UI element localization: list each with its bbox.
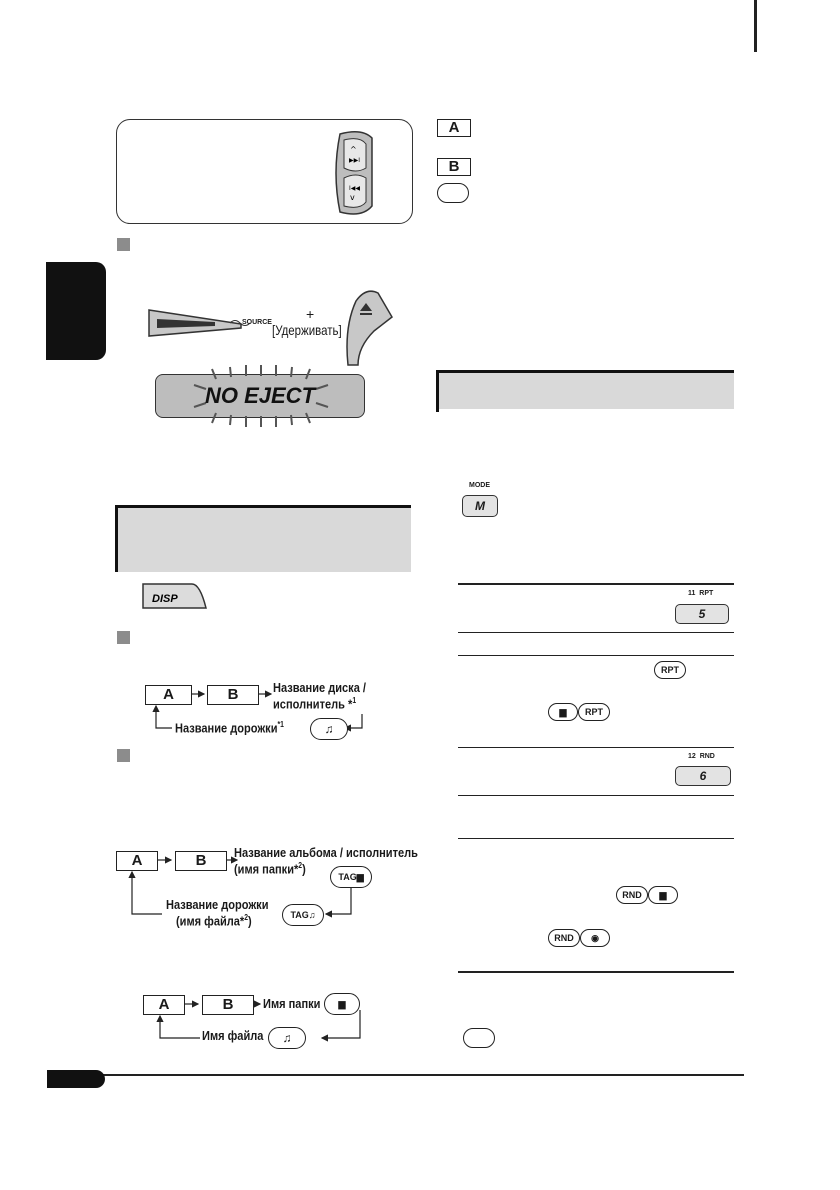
mp3-box-a: A xyxy=(116,851,158,871)
table-rule-6 xyxy=(458,838,734,839)
source-label: SOURCE xyxy=(242,319,272,326)
rnd-chip-2: RND xyxy=(548,929,580,947)
wma-file: Имя файла xyxy=(202,1028,264,1043)
hold-label: [Удерживать] xyxy=(272,322,342,338)
step-marker-1 xyxy=(117,238,130,251)
rpt-chip: RPT xyxy=(654,661,686,679)
mp3-file-name: (имя файла*$^2$) xyxy=(176,913,252,929)
page-number-tab xyxy=(47,1070,105,1088)
language-tab xyxy=(46,262,106,360)
steering-box xyxy=(116,119,413,224)
cd-track-oval: ♫ xyxy=(310,718,348,740)
rpt-num: 11 RPT xyxy=(688,590,714,597)
wma-box-b: B xyxy=(202,995,254,1015)
table-rule-4 xyxy=(458,747,734,748)
table-rule-bottom xyxy=(458,971,734,973)
plus-sign: + xyxy=(306,306,315,322)
legend-oval xyxy=(437,183,469,203)
table-rule-2 xyxy=(458,632,734,633)
svg-text:^: ^ xyxy=(350,145,357,154)
cd-track-title: Название дорожки$^{*1}$ xyxy=(175,720,284,736)
rnd-chip: RND xyxy=(616,886,648,904)
svg-text:I◀◀: I◀◀ xyxy=(349,185,360,192)
mode-label: MODE xyxy=(469,482,490,489)
step-marker-3 xyxy=(117,749,130,762)
eject-button-icon xyxy=(338,287,398,367)
folder-chip-2: ▆ xyxy=(648,886,678,904)
left-section-header xyxy=(115,505,411,572)
svg-text:▶▶I: ▶▶I xyxy=(349,157,360,164)
mp3-tag-track-oval: TAG♫ xyxy=(282,904,324,926)
bottom-rule xyxy=(47,1074,744,1076)
disc-chip: ◉ xyxy=(580,929,610,947)
steering-remote-icon xyxy=(322,128,382,218)
wma-box-a: A xyxy=(143,995,185,1015)
key-5-button[interactable]: 5 xyxy=(675,604,729,624)
display-text: NO EJECT xyxy=(204,383,316,408)
wma-flow-arrows xyxy=(140,990,380,1050)
no-eject-display xyxy=(155,374,365,418)
wma-file-oval: ♫ xyxy=(268,1027,306,1049)
cd-flow-arrows xyxy=(140,680,400,750)
legend-b: B xyxy=(437,158,471,176)
legend-a: A xyxy=(437,119,471,137)
cd-disc-title: Название диска / xyxy=(273,680,367,695)
table-rule-top xyxy=(458,583,734,585)
right-section-header xyxy=(436,370,734,409)
svg-text:v: v xyxy=(350,193,355,202)
cd-box-a: A xyxy=(145,685,192,705)
top-right-rule xyxy=(754,0,757,52)
mp3-box-b: B xyxy=(175,851,227,871)
mode-button[interactable]: M xyxy=(462,495,498,517)
table-rule-5 xyxy=(458,795,734,796)
mp3-flow-arrows xyxy=(110,840,410,930)
key-6-button[interactable]: 6 xyxy=(675,766,731,786)
footer-oval xyxy=(463,1028,495,1048)
folder-chip: ▆ xyxy=(548,703,578,721)
mp3-tag-folder-oval: TAG▆ xyxy=(330,866,372,888)
disp-button[interactable] xyxy=(140,582,210,610)
wma-folder-oval: ▆ xyxy=(324,993,360,1015)
mp3-album: Название альбома / исполнитель xyxy=(234,845,418,860)
rpt-chip-2: RPT xyxy=(578,703,610,721)
disp-label: DISP xyxy=(152,593,178,605)
wma-folder: Имя папки xyxy=(263,996,321,1011)
step-marker-2 xyxy=(117,631,130,644)
mp3-folder-name: (имя папки*$^2$) xyxy=(234,861,306,877)
cd-performer: исполнитель *$^1$ xyxy=(273,696,357,712)
rnd-num: 12 RND xyxy=(688,753,715,760)
table-rule-3 xyxy=(458,655,734,656)
mp3-track-title: Название дорожки xyxy=(166,897,269,912)
cd-box-b: B xyxy=(207,685,259,705)
